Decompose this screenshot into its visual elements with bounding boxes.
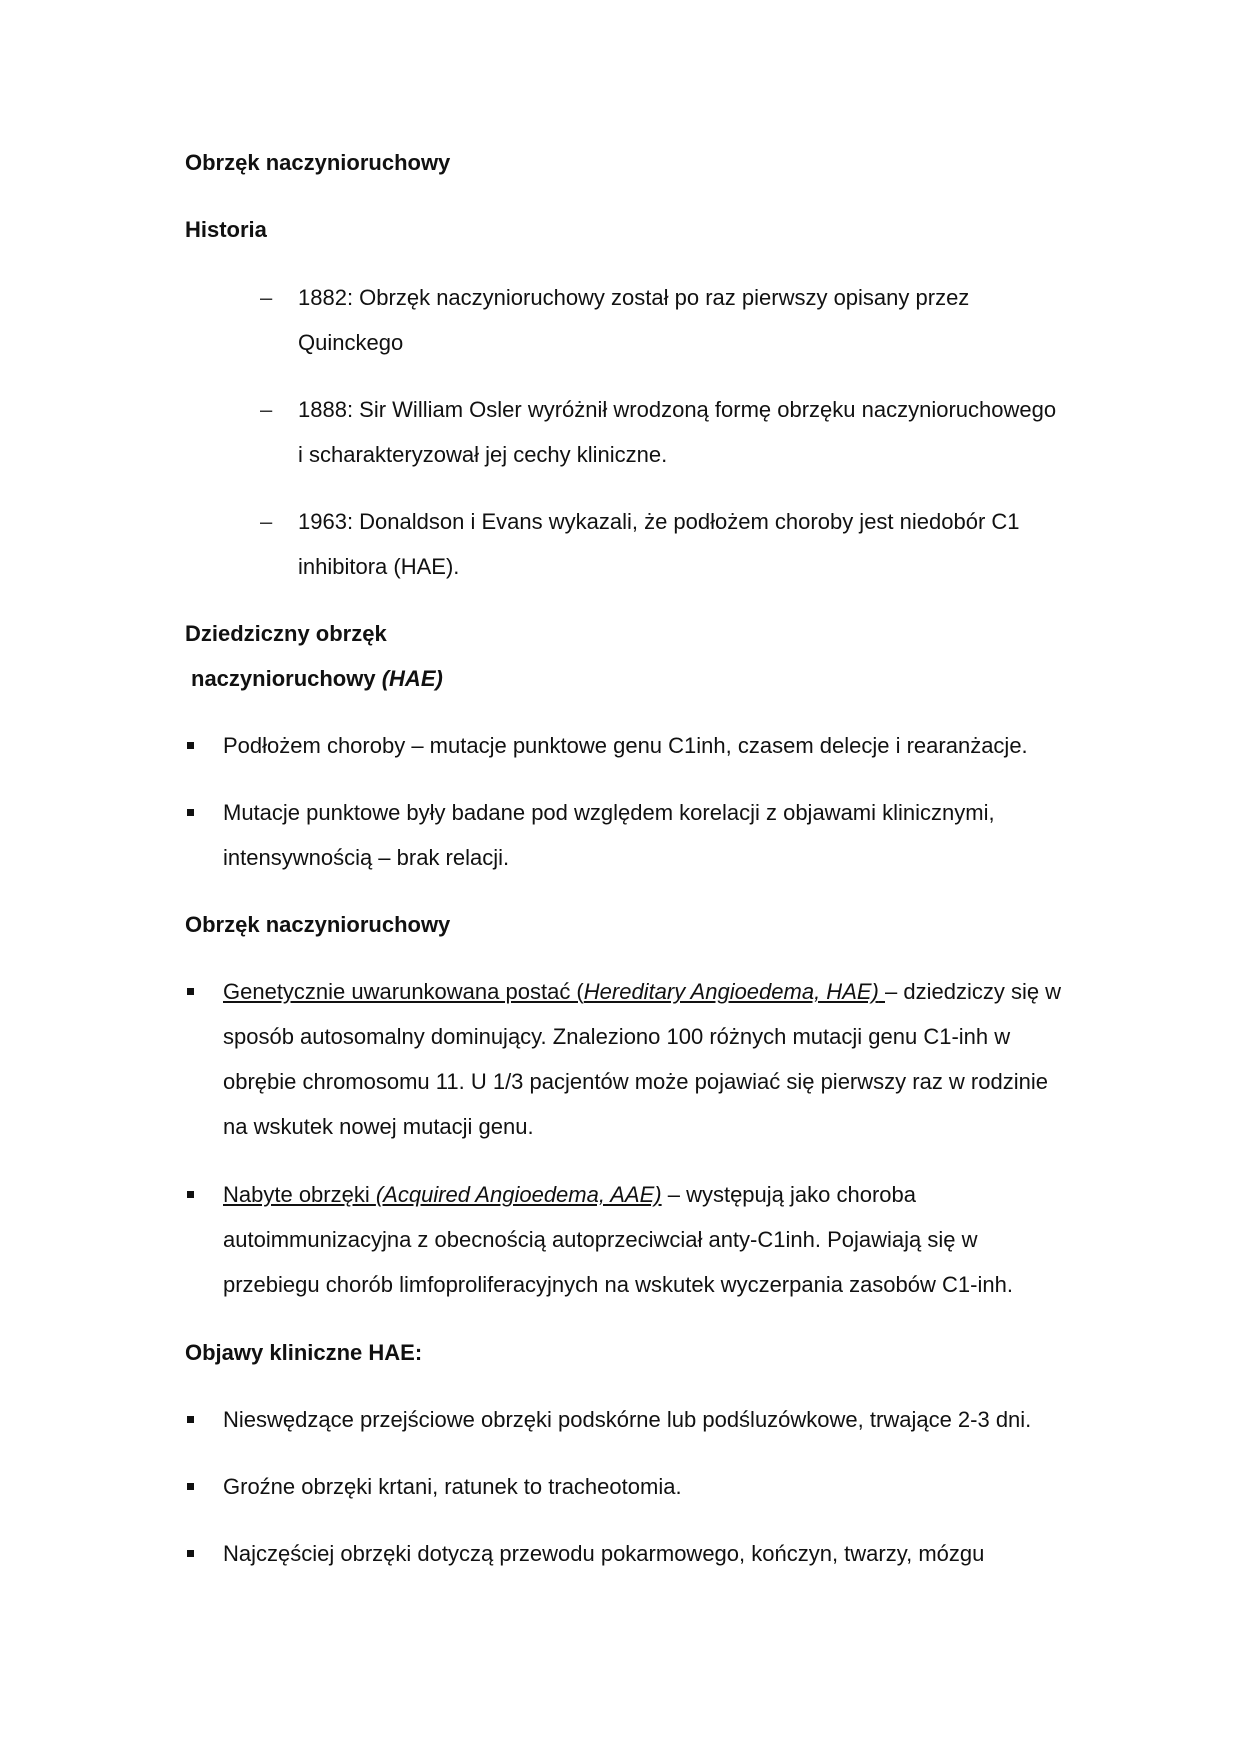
list-item [223,969,1103,1149]
list-item [223,723,1103,768]
dash-marker: – [260,397,273,422]
hae-heading-line2 [191,656,443,701]
item-text-line: autoimmunizacyjna z obecnością autoprzeciwciał anty-C1inh. Pojawiają się w [223,1227,978,1252]
dash-marker: – [260,285,273,310]
bullet-marker [187,1191,194,1198]
item-text-line: Quinckego [298,330,404,355]
item-text-line: 1888: Sir William Osler wyróżnił wrodzoną formę obrzęku naczynioruchowego [298,397,1057,422]
bullet-marker [187,809,194,816]
hae-link-text[interactable]: Genetycznie uwarunkowana postać ( [223,979,584,1004]
list-item [260,387,1098,477]
item-text: – występują jako choroba [661,1182,916,1207]
item-text-line: Nieswędzące przejściowe obrzęki podskórne lub podśluzówkowe, trwające 2-3 dni. [223,1407,1032,1432]
bullet-marker [187,1416,194,1423]
item-text-line: obrębie chromosomu 11. U 1/3 pacjentów może pojawiać się pierwszy raz w rodzinie [223,1069,1048,1094]
item-text-line: intensywnością – brak relacji. [223,845,510,870]
hae-heading-abbr: (HAE) [381,666,443,691]
item-text-line: Najczęściej obrzęki dotyczą przewodu pokarmowego, kończyn, twarzy, mózgu [223,1541,985,1566]
item-text-line: przebiegu chorób limfoproliferacyjnych na wskutek wyczerpania zasobów C1-inh. [223,1272,1013,1297]
dash-marker: – [260,509,273,534]
list-item [223,1397,1103,1442]
document-title: Obrzęk naczynioruchowy [185,150,451,175]
hae-link-italic[interactable]: Hereditary Angioedema, HAE) [583,979,879,1004]
item-text-line: i scharakteryzował jej cechy kliniczne. [298,442,668,467]
bullet-marker [187,1550,194,1557]
list-item [223,790,1103,880]
item-text-line: inhibitora (HAE). [298,554,460,579]
historia-heading: Historia [185,217,267,242]
hae-heading-line1: Dziedziczny obrzęk [185,621,387,646]
bullet-marker [187,1483,194,1490]
bullet-marker [187,988,194,995]
bullet-marker [187,742,194,749]
item-text-line: Mutacje punktowe były badane pod względem korelacji z objawami klinicznymi, [223,800,995,825]
list-item [260,499,1098,589]
list-item [223,1172,1103,1307]
objawy-heading: Objawy kliniczne HAE: [185,1340,423,1365]
item-text-line: 1882: Obrzęk naczynioruchowy został po raz pierwszy opisany przez [298,285,970,310]
section3-heading: Obrzęk naczynioruchowy [185,912,451,937]
hae-heading-text: naczynioruchowy [191,666,376,691]
list-item [223,1531,1103,1576]
item-text-line: sposób autosomalny dominujący. Znaleziono 100 różnych mutacji genu C1-inh w [223,1024,1011,1049]
item-text-line: Groźne obrzęki krtani, ratunek to tracheotomia. [223,1474,682,1499]
list-item [260,275,1098,365]
aae-link-italic[interactable]: (Acquired Angioedema, AAE) [375,1182,662,1207]
aae-link-text[interactable]: Nabyte obrzęki [223,1182,376,1207]
item-text: – dziedziczy się w [885,979,1062,1004]
item-text-line [223,1172,1103,1217]
item-text-line: na wskutek nowej mutacji genu. [223,1114,534,1139]
list-item [223,1464,1103,1509]
item-text-line: 1963: Donaldson i Evans wykazali, że podłożem choroby jest niedobór C1 [298,509,1020,534]
item-text-line: Podłożem choroby – mutacje punktowe genu C1inh, czasem delecje i rearanżacje. [223,733,1028,758]
item-text-line [223,969,1103,1014]
